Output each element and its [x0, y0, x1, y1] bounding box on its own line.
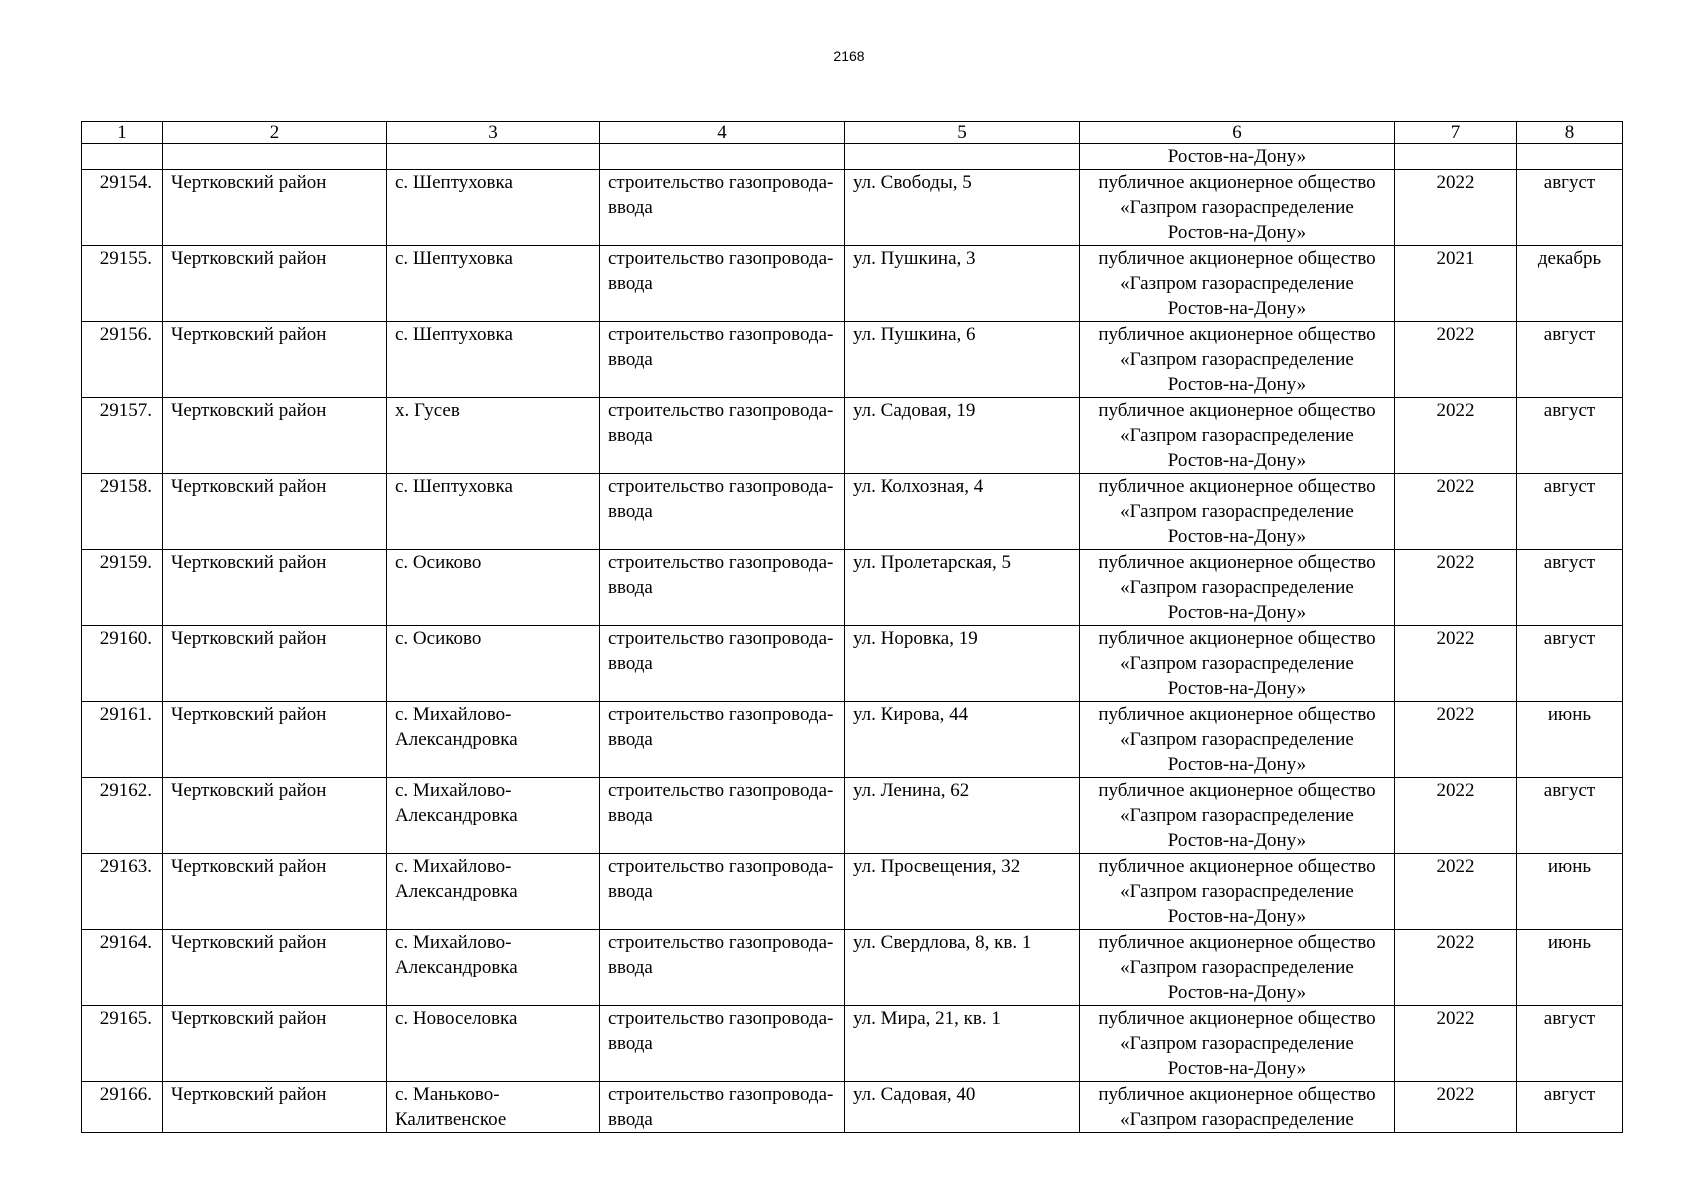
- work-type-cell: строительство газопровода-ввода: [600, 398, 845, 474]
- work-type-cell: строительство газопровода-ввода: [600, 474, 845, 550]
- continuation-row: [82, 144, 1623, 170]
- row-number-cell: 29160.: [82, 626, 163, 702]
- year-cell: 2022: [1395, 550, 1517, 626]
- settlement-cell: с. Михайлово-Александровка: [387, 702, 600, 778]
- month-cell: август: [1517, 398, 1623, 474]
- work-type-cell: строительство газопровода-ввода: [600, 246, 845, 322]
- column-number: 4: [600, 122, 845, 144]
- month-cell: июнь: [1517, 702, 1623, 778]
- table-row: [82, 322, 1623, 398]
- gas-connection-registry-table: [81, 121, 1623, 1133]
- year-cell: 2022: [1395, 854, 1517, 930]
- month-cell: август: [1517, 322, 1623, 398]
- empty-cell: [1517, 144, 1623, 170]
- year-cell: 2022: [1395, 702, 1517, 778]
- month-cell: август: [1517, 1006, 1623, 1082]
- row-number-cell: 29166.: [82, 1082, 163, 1133]
- district-cell: Чертковский район: [163, 550, 387, 626]
- table-row: [82, 854, 1623, 930]
- work-type-cell: строительство газопровода-ввода: [600, 550, 845, 626]
- year-cell: 2022: [1395, 398, 1517, 474]
- district-cell: Чертковский район: [163, 474, 387, 550]
- operator-cell: публичное акционерное общество «Газпром газораспределение: [1080, 1082, 1395, 1133]
- table-row: [82, 474, 1623, 550]
- table-row: [82, 550, 1623, 626]
- work-type-cell: строительство газопровода-ввода: [600, 1082, 845, 1133]
- address-cell: ул. Пушкина, 6: [845, 322, 1080, 398]
- month-cell: август: [1517, 1082, 1623, 1133]
- column-number: 3: [387, 122, 600, 144]
- empty-cell: [387, 144, 600, 170]
- settlement-cell: с. Шептуховка: [387, 322, 600, 398]
- work-type-cell: строительство газопровода-ввода: [600, 626, 845, 702]
- work-type-cell: строительство газопровода-ввода: [600, 170, 845, 246]
- address-cell: ул. Садовая, 40: [845, 1082, 1080, 1133]
- row-number-cell: 29155.: [82, 246, 163, 322]
- district-cell: Чертковский район: [163, 702, 387, 778]
- month-cell: август: [1517, 778, 1623, 854]
- operator-cell: публичное акционерное общество «Газпром газораспределение Ростов-на-Дону»: [1080, 322, 1395, 398]
- operator-cell: публичное акционерное общество «Газпром газораспределение Ростов-на-Дону»: [1080, 854, 1395, 930]
- empty-cell: [600, 144, 845, 170]
- settlement-cell: с. Маньково-Калитвенское: [387, 1082, 600, 1133]
- table-row: [82, 930, 1623, 1006]
- month-cell: август: [1517, 550, 1623, 626]
- district-cell: Чертковский район: [163, 1006, 387, 1082]
- district-cell: Чертковский район: [163, 1082, 387, 1133]
- month-cell: август: [1517, 170, 1623, 246]
- operator-cell: публичное акционерное общество «Газпром газораспределение Ростов-на-Дону»: [1080, 550, 1395, 626]
- column-number: 1: [82, 122, 163, 144]
- work-type-cell: строительство газопровода-ввода: [600, 322, 845, 398]
- operator-cell: Ростов-на-Дону»: [1080, 144, 1395, 170]
- address-cell: ул. Пролетарская, 5: [845, 550, 1080, 626]
- year-cell: 2021: [1395, 246, 1517, 322]
- operator-cell: публичное акционерное общество «Газпром газораспределение Ростов-на-Дону»: [1080, 398, 1395, 474]
- settlement-cell: с. Осиково: [387, 550, 600, 626]
- table-row: [82, 170, 1623, 246]
- row-number-cell: 29165.: [82, 1006, 163, 1082]
- row-number-cell: 29157.: [82, 398, 163, 474]
- table-row: [82, 702, 1623, 778]
- address-cell: ул. Колхозная, 4: [845, 474, 1080, 550]
- month-cell: июнь: [1517, 854, 1623, 930]
- settlement-cell: с. Михайлово-Александровка: [387, 854, 600, 930]
- table-row: [82, 398, 1623, 474]
- district-cell: Чертковский район: [163, 170, 387, 246]
- address-cell: ул. Ленина, 62: [845, 778, 1080, 854]
- work-type-cell: строительство газопровода-ввода: [600, 854, 845, 930]
- address-cell: ул. Свердлова, 8, кв. 1: [845, 930, 1080, 1006]
- empty-cell: [1395, 144, 1517, 170]
- address-cell: ул. Пушкина, 3: [845, 246, 1080, 322]
- work-type-cell: строительство газопровода-ввода: [600, 702, 845, 778]
- row-number-cell: 29154.: [82, 170, 163, 246]
- row-number-cell: 29156.: [82, 322, 163, 398]
- settlement-cell: с. Шептуховка: [387, 170, 600, 246]
- year-cell: 2022: [1395, 170, 1517, 246]
- operator-cell: публичное акционерное общество «Газпром газораспределение Ростов-на-Дону»: [1080, 1006, 1395, 1082]
- year-cell: 2022: [1395, 1082, 1517, 1133]
- column-number: 2: [163, 122, 387, 144]
- month-cell: август: [1517, 474, 1623, 550]
- district-cell: Чертковский район: [163, 930, 387, 1006]
- address-cell: ул. Норовка, 19: [845, 626, 1080, 702]
- operator-cell: публичное акционерное общество «Газпром газораспределение Ростов-на-Дону»: [1080, 474, 1395, 550]
- month-cell: июнь: [1517, 930, 1623, 1006]
- row-number-cell: 29161.: [82, 702, 163, 778]
- column-number: 5: [845, 122, 1080, 144]
- address-cell: ул. Садовая, 19: [845, 398, 1080, 474]
- table-row: [82, 626, 1623, 702]
- column-number: 8: [1517, 122, 1623, 144]
- empty-cell: [163, 144, 387, 170]
- district-cell: Чертковский район: [163, 246, 387, 322]
- district-cell: Чертковский район: [163, 398, 387, 474]
- district-cell: Чертковский район: [163, 626, 387, 702]
- column-number: 6: [1080, 122, 1395, 144]
- operator-cell: публичное акционерное общество «Газпром газораспределение Ростов-на-Дону»: [1080, 626, 1395, 702]
- column-number: 7: [1395, 122, 1517, 144]
- page-number: 2168: [833, 48, 865, 64]
- year-cell: 2022: [1395, 930, 1517, 1006]
- table-row: [82, 1082, 1623, 1133]
- settlement-cell: с. Михайлово-Александровка: [387, 930, 600, 1006]
- year-cell: 2022: [1395, 322, 1517, 398]
- year-cell: 2022: [1395, 626, 1517, 702]
- row-number-cell: 29163.: [82, 854, 163, 930]
- row-number-cell: 29158.: [82, 474, 163, 550]
- row-number-cell: 29162.: [82, 778, 163, 854]
- table-row: [82, 246, 1623, 322]
- empty-cell: [82, 144, 163, 170]
- settlement-cell: с. Новоселовка: [387, 1006, 600, 1082]
- district-cell: Чертковский район: [163, 778, 387, 854]
- address-cell: ул. Мира, 21, кв. 1: [845, 1006, 1080, 1082]
- row-number-cell: 29164.: [82, 930, 163, 1006]
- address-cell: ул. Кирова, 44: [845, 702, 1080, 778]
- operator-cell: публичное акционерное общество «Газпром газораспределение Ростов-на-Дону»: [1080, 246, 1395, 322]
- settlement-cell: с. Михайлово-Александровка: [387, 778, 600, 854]
- table-row: [82, 1006, 1623, 1082]
- year-cell: 2022: [1395, 1006, 1517, 1082]
- address-cell: ул. Свободы, 5: [845, 170, 1080, 246]
- work-type-cell: строительство газопровода-ввода: [600, 778, 845, 854]
- settlement-cell: с. Шептуховка: [387, 474, 600, 550]
- month-cell: август: [1517, 626, 1623, 702]
- month-cell: декабрь: [1517, 246, 1623, 322]
- year-cell: 2022: [1395, 474, 1517, 550]
- row-number-cell: 29159.: [82, 550, 163, 626]
- operator-cell: публичное акционерное общество «Газпром газораспределение Ростов-на-Дону»: [1080, 702, 1395, 778]
- operator-cell: публичное акционерное общество «Газпром газораспределение Ростов-на-Дону»: [1080, 170, 1395, 246]
- operator-cell: публичное акционерное общество «Газпром газораспределение Ростов-на-Дону»: [1080, 778, 1395, 854]
- district-cell: Чертковский район: [163, 854, 387, 930]
- work-type-cell: строительство газопровода-ввода: [600, 1006, 845, 1082]
- operator-cell: публичное акционерное общество «Газпром газораспределение Ростов-на-Дону»: [1080, 930, 1395, 1006]
- settlement-cell: х. Гусев: [387, 398, 600, 474]
- settlement-cell: с. Осиково: [387, 626, 600, 702]
- column-number-row: [82, 122, 1623, 144]
- empty-cell: [845, 144, 1080, 170]
- year-cell: 2022: [1395, 778, 1517, 854]
- table-row: [82, 778, 1623, 854]
- settlement-cell: с. Шептуховка: [387, 246, 600, 322]
- work-type-cell: строительство газопровода-ввода: [600, 930, 845, 1006]
- address-cell: ул. Просвещения, 32: [845, 854, 1080, 930]
- district-cell: Чертковский район: [163, 322, 387, 398]
